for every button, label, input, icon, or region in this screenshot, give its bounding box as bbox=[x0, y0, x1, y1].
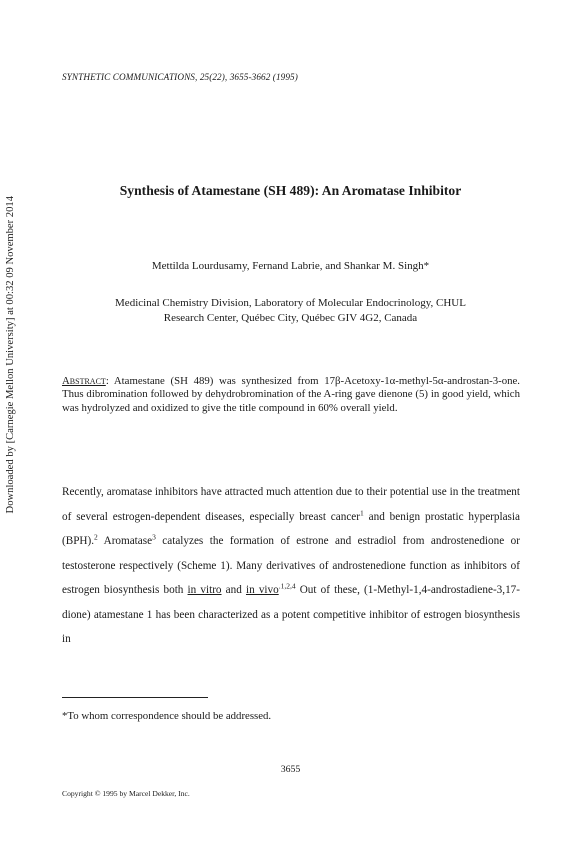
body-sentence: and bbox=[221, 584, 246, 596]
body-text bbox=[62, 480, 520, 652]
in-vivo-term: in vivo bbox=[245, 584, 279, 596]
abstract-label: Abstract bbox=[62, 375, 106, 387]
body-sentence: Recently, aromatase inhibitors have attracted much attention due to their potential use in the treatment of several estrogen-dependent diseases, especially breast cancer bbox=[62, 486, 520, 523]
body-sentence: and benign prostatic hyperplasia (BPH). bbox=[62, 510, 520, 547]
journal-citation: 25(22), 3655-3662 (1995) bbox=[199, 72, 298, 82]
body-sentence: Aromatase bbox=[97, 535, 153, 547]
abstract bbox=[62, 375, 520, 415]
citation-ref: .1,2,4 bbox=[278, 581, 296, 591]
copyright-notice: Copyright © 1995 by Marcel Dekker, Inc. bbox=[62, 789, 190, 798]
citation-ref: 2 bbox=[94, 532, 98, 542]
download-watermark bbox=[3, 75, 17, 635]
body-sentence: catalyzes the formation of estrone and estradiol from androstenedione or testosterone respectively (Scheme 1). Many derivatives of androstenedione function as inhibitors of estrogen biosynthesis both bbox=[62, 535, 520, 596]
footnote: *To whom correspondence should be addressed. bbox=[62, 710, 272, 722]
abstract-text: : Atamestane (SH 489) was synthesized from 17β-Acetoxy-1α-methyl-5α-androstan-3-one. Thus dibromination followed by dehydrobromination of the A-ring gave dienone (5) in good yield, which was hydrolyzed and oxidized to give the title compound in 60% overall yield. bbox=[62, 375, 520, 414]
body-paragraph bbox=[62, 480, 520, 652]
page-number: 3655 bbox=[280, 764, 301, 775]
citation-ref: 1 bbox=[360, 507, 364, 517]
in-vitro-term: in vitro bbox=[187, 584, 222, 596]
affiliation-line-1: Medicinal Chemistry Division, Laboratory of Molecular Endocrinology, CHUL bbox=[115, 297, 466, 309]
journal-name: SYNTHETIC COMMUNICATIONS, bbox=[62, 72, 198, 82]
body-sentence: Out of these, (1-Methyl-1,4-androstadiene-3,17-dione) atamestane 1 has been characterized as a potent competitive inhibitor of estrogen biosynthesis in bbox=[62, 584, 520, 645]
journal-header bbox=[62, 72, 298, 82]
download-note: Downloaded by [Carnegie Mellon University] at 00:32 09 November 2014 bbox=[4, 196, 16, 514]
affiliation bbox=[40, 296, 541, 326]
author-list: Mettilda Lourdusamy, Fernand Labrie, and Shankar M. Singh* bbox=[151, 260, 430, 272]
citation-ref: 3 bbox=[152, 532, 156, 542]
paper-title: Synthesis of Atamestane (SH 489): An Aromatase Inhibitor bbox=[119, 183, 462, 198]
affiliation-line-2: Research Center, Québec City, Québec GIV 4G2, Canada bbox=[163, 312, 418, 324]
footnote-rule bbox=[62, 697, 208, 698]
